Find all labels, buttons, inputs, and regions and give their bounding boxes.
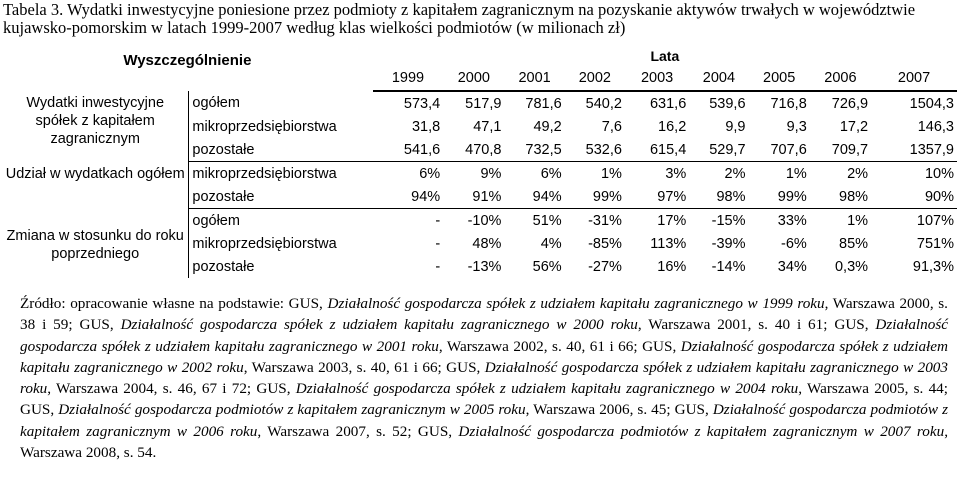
- value-cell: -: [435, 235, 441, 252]
- value-cell: -: [435, 212, 441, 229]
- value-cell: 94%: [373, 185, 443, 209]
- value-cell: 98%: [689, 185, 748, 209]
- year-header: 2006: [810, 66, 871, 91]
- value-cell: -: [435, 258, 441, 275]
- value-cell: 3%: [665, 165, 687, 182]
- source-text: , Warszawa 2008, s. 54.: [20, 422, 948, 462]
- table-row: [2, 91, 957, 115]
- row-category: ogółem: [192, 212, 240, 229]
- value-cell: -31%: [588, 212, 622, 229]
- value-cell: 56%: [532, 258, 562, 275]
- value-cell: 615,4: [625, 138, 689, 162]
- value-cell: 99%: [749, 185, 810, 209]
- value-cell: 716,8: [770, 95, 807, 112]
- value-cell: 2%: [847, 165, 869, 182]
- value-cell: 9,9: [725, 118, 746, 135]
- value-cell: 16%: [657, 258, 687, 275]
- table-row: [2, 162, 957, 186]
- value-cell: 90%: [871, 185, 957, 209]
- group-label: Zmiana w stosunku do roku poprzedniego: [2, 209, 189, 279]
- value-cell: 47,1: [473, 118, 502, 135]
- value-cell: 7,6: [601, 118, 622, 135]
- value-cell: 707,6: [749, 138, 810, 162]
- year-header: 2001: [504, 66, 564, 91]
- row-category: mikroprzedsiębiorstwa: [192, 235, 337, 252]
- header-wyszczegolnienie: Wyszczególnienie: [123, 52, 252, 69]
- value-cell: 540,2: [585, 95, 622, 112]
- value-cell: 709,7: [810, 138, 871, 162]
- value-cell: 631,6: [649, 95, 687, 112]
- year-header: 2002: [565, 66, 625, 91]
- value-cell: 1%: [600, 165, 622, 182]
- value-cell: 532,6: [565, 138, 625, 162]
- row-category: mikroprzedsiębiorstwa: [192, 165, 337, 182]
- source-title: Działalność gospodarcza podmiotów z kapitałem zagranicznym w 2007 roku: [458, 422, 945, 440]
- value-cell: 51%: [532, 212, 562, 229]
- source-title: Działalność gospodarcza spółek z udziałem kapitału zagranicznego w 2004 roku: [295, 380, 799, 398]
- year-header: 2000: [443, 66, 504, 91]
- value-cell: -39%: [711, 235, 746, 252]
- value-cell: 6%: [419, 165, 441, 182]
- value-cell: 146,3: [917, 118, 954, 135]
- value-cell: 34%: [777, 258, 807, 275]
- value-cell: 16,2: [658, 118, 687, 135]
- value-cell: 1504,3: [909, 95, 954, 112]
- value-cell: -10%: [467, 212, 502, 229]
- value-cell: 9%: [480, 165, 502, 182]
- value-cell: 99%: [565, 185, 625, 209]
- value-cell: 6%: [540, 165, 562, 182]
- group-label: Udział w wydatkach ogółem: [2, 162, 189, 209]
- source-text: , Warszawa 2004, s. 46, 67 i 72; GUS,: [47, 380, 296, 398]
- year-header: 1999: [373, 66, 443, 91]
- source-text: , Warszawa 2007, s. 52; GUS,: [257, 422, 459, 440]
- value-cell: 1%: [785, 165, 807, 182]
- value-cell: 33%: [777, 212, 807, 229]
- value-cell: 470,8: [443, 138, 504, 162]
- value-cell: -13%: [467, 258, 502, 275]
- value-cell: 31,8: [411, 118, 441, 135]
- value-cell: 539,6: [709, 95, 746, 112]
- source-title: Działalność gospodarcza spółek z udziałem kapitału zagranicznego w 2002 roku: [20, 337, 948, 376]
- source-text: , Warszawa 2001, s. 40 i 61; GUS,: [637, 316, 876, 334]
- source-title: Działalność gospodarcza podmiotów z kapitałem zagranicznym w 2006 roku: [20, 401, 948, 440]
- value-cell: 91%: [443, 185, 504, 209]
- value-cell: 10%: [924, 165, 954, 182]
- row-category: mikroprzedsiębiorstwa: [192, 118, 337, 135]
- value-cell: 91,3%: [912, 258, 954, 275]
- source-title: Działalność gospodarcza spółek z udziałem kapitału zagranicznego w 2003 roku: [20, 358, 948, 398]
- year-header: 2003: [625, 66, 689, 91]
- source-text: , Warszawa 2000, s. 38 i 59; GUS,: [20, 295, 948, 334]
- table-caption: Tabela 3. Wydatki inwestycyjne poniesione przez podmioty z kapitałem zagranicznym na pozyskanie aktywów trwałych w województwie kujawsko-pomorskim w latach 1999-2007 według klas wielkości podmiotów (w milionach zł): [3, 0, 916, 37]
- value-cell: 2%: [724, 165, 746, 182]
- value-cell: 17,2: [839, 118, 869, 135]
- source-title: Działalność gospodarcza podmiotów z kapitałem zagranicznym w 2005 roku: [58, 401, 526, 419]
- investment-table: [2, 46, 957, 278]
- value-cell: -27%: [588, 258, 622, 275]
- source-text: , Warszawa 2002, s. 40, 61 i 66; GUS,: [438, 337, 681, 355]
- value-cell: 17%: [657, 212, 687, 229]
- value-cell: 85%: [839, 235, 869, 252]
- value-cell: 751%: [916, 235, 954, 252]
- source-title: Działalność gospodarcza spółek z udziałem kapitału zagranicznego w 2001 roku: [20, 316, 948, 355]
- value-cell: 0,3%: [834, 258, 869, 275]
- value-cell: 573,4: [403, 95, 441, 112]
- year-header: 2005: [749, 66, 810, 91]
- group-label: Wydatki inwestycyjne spółek z kapitałem zagranicznym: [2, 91, 189, 162]
- header-lata: Lata: [650, 48, 680, 64]
- value-cell: 4%: [540, 235, 562, 252]
- value-cell: 529,7: [689, 138, 748, 162]
- value-cell: 1357,9: [871, 138, 957, 162]
- year-header: 2004: [689, 66, 748, 91]
- source-text: , Warszawa 2005, s. 44; GUS,: [20, 380, 948, 419]
- source-text: , Warszawa 2003, s. 40, 61 i 66; GUS,: [243, 358, 485, 376]
- value-cell: 107%: [916, 212, 954, 229]
- value-cell: 781,6: [525, 95, 562, 112]
- table-row: [2, 209, 957, 233]
- year-header: 2007: [871, 66, 957, 91]
- source-title: Działalność gospodarcza spółek z udziałem kapitału zagranicznego w 1999 roku: [327, 295, 825, 312]
- value-cell: 541,6: [373, 138, 443, 162]
- row-category: pozostałe: [189, 138, 373, 162]
- value-cell: 726,9: [831, 95, 869, 112]
- row-category: pozostałe: [189, 185, 373, 209]
- value-cell: 517,9: [465, 95, 502, 112]
- value-cell: -85%: [588, 235, 622, 252]
- value-cell: -6%: [780, 235, 807, 252]
- value-cell: 732,5: [504, 138, 564, 162]
- source-text: , Warszawa 2006, s. 45; GUS,: [525, 401, 713, 419]
- value-cell: 1%: [847, 212, 869, 229]
- row-category: ogółem: [192, 95, 240, 111]
- source-text: Źródło: opracowanie własne na podstawie: GUS,: [20, 295, 328, 312]
- value-cell: 94%: [504, 185, 564, 209]
- row-category: pozostałe: [192, 258, 255, 275]
- value-cell: 9,3: [786, 118, 807, 135]
- value-cell: -14%: [711, 258, 746, 275]
- value-cell: 97%: [625, 185, 689, 209]
- value-cell: 98%: [810, 185, 871, 209]
- value-cell: 48%: [472, 235, 502, 252]
- value-cell: 113%: [650, 235, 687, 252]
- source-note: [20, 293, 948, 463]
- header-row: [2, 46, 957, 66]
- value-cell: -15%: [711, 212, 746, 229]
- source-title: Działalność gospodarcza spółek z udziałem kapitału zagranicznego w 2000 roku: [120, 316, 638, 334]
- value-cell: 49,2: [533, 118, 562, 135]
